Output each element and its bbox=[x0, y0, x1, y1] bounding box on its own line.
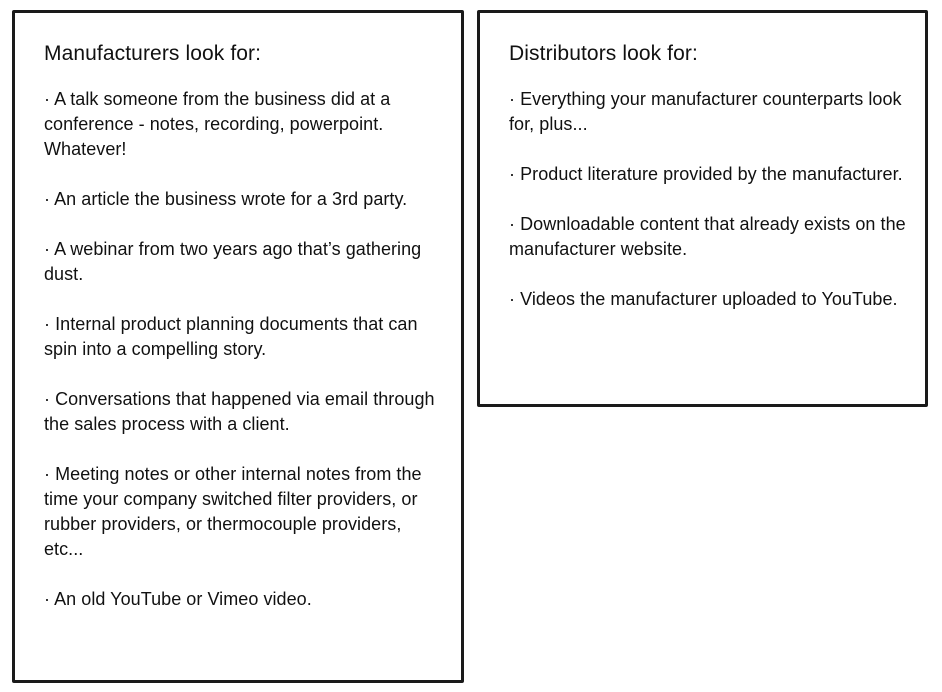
list-item: · Videos the manufacturer uploaded to YouTube. bbox=[509, 289, 898, 309]
list-item: · A talk someone from the business did at a conference - notes, recording, powerpoint. Whatever! bbox=[44, 89, 391, 159]
list-item: · An old YouTube or Vimeo video. bbox=[44, 589, 312, 609]
manufacturers-panel bbox=[12, 10, 464, 683]
list-item: · Meeting notes or other internal notes from the time your company switched filter providers, or rubber providers, or thermocouple providers, etc... bbox=[44, 464, 422, 559]
distributors-panel bbox=[477, 10, 928, 407]
list-item: · Product literature provided by the manufacturer. bbox=[509, 164, 903, 184]
list-item: · An article the business wrote for a 3rd party. bbox=[44, 189, 408, 209]
list-item: · Conversations that happened via email through the sales process with a client. bbox=[44, 389, 435, 434]
distributors-list bbox=[509, 87, 909, 312]
distributors-title: Distributors look for: bbox=[509, 42, 698, 65]
list-item: · Everything your manufacturer counterparts look for, plus... bbox=[509, 89, 902, 134]
list-item: · Internal product planning documents that can spin into a compelling story. bbox=[44, 314, 418, 359]
list-item: · A webinar from two years ago that’s gathering dust. bbox=[44, 239, 422, 284]
manufacturers-list bbox=[44, 87, 445, 612]
list-item: · Downloadable content that already exists on the manufacturer website. bbox=[509, 214, 906, 259]
manufacturers-title: Manufacturers look for: bbox=[44, 42, 262, 65]
